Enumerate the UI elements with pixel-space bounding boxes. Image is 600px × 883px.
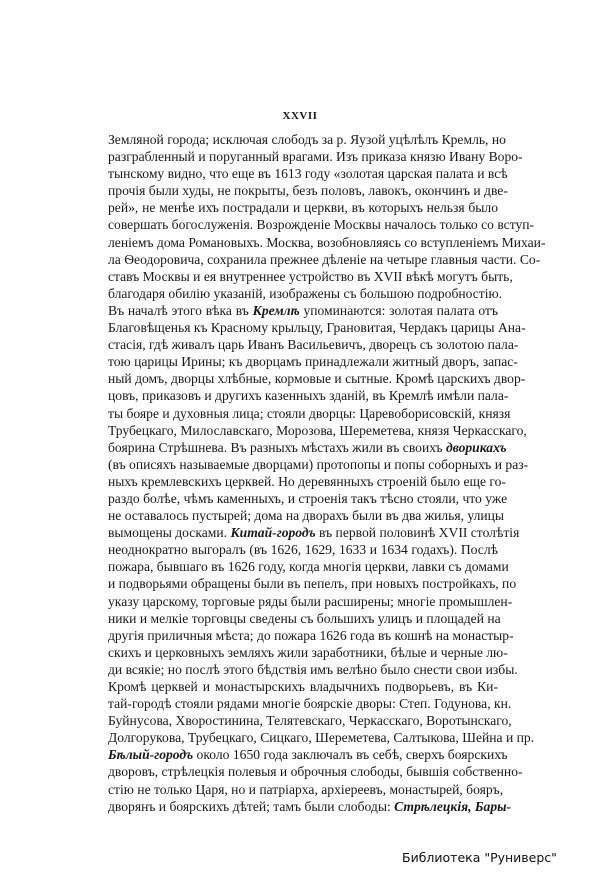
text-line [108, 387, 509, 404]
text-line [108, 678, 498, 695]
text-segment: скихъ и церковныхъ земляхъ жили заработники, бѣлые и черные лю- [108, 644, 508, 660]
text-line [108, 558, 509, 575]
text-segment: Земляной города; исключая слободъ за р. Яузой уцѣлѣлъ Кремль, но [108, 132, 506, 147]
text-line [108, 456, 529, 473]
text-line [108, 695, 512, 712]
text-segment: совершать богослуженія. Возрожденіе Москвы началось только со вступ- [108, 217, 535, 233]
text-segment: леніемъ дома Романовыхъ. Москва, возобновляясь со вступленіемъ Михаи- [108, 234, 546, 250]
text-line [108, 712, 512, 729]
text-segment: около 1650 года заключалъ въ себѣ, сверхъ боярскихъ [193, 747, 508, 763]
text-line [108, 763, 523, 780]
text-segment: ди всякіе; но послѣ этого бѣдствія имъ велѣно было снести свои избы. [108, 661, 518, 677]
text-line [108, 165, 508, 182]
text-segment: Трубецкаго, Милославскаго, Морозова, Шереметева, князя Черкасскаго, [108, 422, 527, 438]
text-line [108, 336, 519, 353]
text-line [108, 319, 526, 336]
text-segment: тай-городѣ стояли рядами многіе боярскіе дворы: Степ. Годунова, кн. [108, 696, 512, 712]
text-line [108, 541, 498, 558]
text-segment: Въ началѣ этого вѣка въ [108, 302, 253, 318]
text-segment: ты бояре и духовныя лица; стояли дворцы: Царевоборисовскій, князя [108, 405, 511, 421]
text-line [108, 593, 513, 610]
text-segment: тою царицы Ирины; къ дворцамъ принадлежали житный дворъ, запас- [108, 354, 518, 370]
text-segment: дворовъ, стрѣлецкія полевыя и оброчныя слободы, бывшія собственно- [108, 764, 523, 780]
text-segment: ла Ѳеодоровича, сохранила прежнее дѣленіе на четыре главныя части. Со- [108, 251, 541, 267]
text-line [108, 251, 541, 268]
text-line [108, 473, 506, 490]
text-segment: Кромѣ церквей и монастырскихъ владычнихъ подворьевъ, въ Ки- [108, 679, 498, 694]
italic-term: дворикахъ [445, 439, 507, 455]
text-line [108, 285, 503, 302]
text-line [108, 302, 498, 319]
text-line [108, 405, 511, 422]
text-line [108, 781, 504, 798]
text-line [108, 798, 512, 815]
text-segment: раздо болѣе, чѣмъ каменныхъ, и строенія такъ тѣсно стояли, что уже [108, 490, 508, 506]
text-segment: упоминаются: золотая палата отъ [299, 302, 499, 318]
text-segment: ставъ Москвы и ея внутреннее устройство въ XVII вѣкѣ могутъ быть, [108, 268, 513, 284]
text-line [108, 268, 513, 285]
text-segment: указу царскому, торговые ряды были расширены; многіе промышлен- [108, 593, 513, 609]
text-segment: рей», не менѣе ихъ пострадали и церкви, въ которыхъ нельзя было [108, 200, 498, 216]
page-number: XXVII [282, 110, 318, 122]
text-line [108, 370, 526, 387]
library-watermark: Библиотека "Руниверс" [402, 850, 557, 865]
text-segment: въ первой половинѣ XVII столѣтія [315, 525, 520, 541]
text-line [108, 729, 535, 746]
text-segment: Благовѣщенья къ Красному крыльцу, Грановитая, Чердакъ царицы Ана- [108, 320, 526, 336]
text-line [108, 490, 508, 507]
text-segment: ный домъ, дворцы хлѣбные, кормовые и сытные. Кромѣ царскихъ двор- [108, 371, 526, 387]
text-segment: неоднократно выгоралъ (въ 1626, 1629, 1633 и 1634 годахъ). Послѣ [108, 542, 498, 558]
text-line [108, 644, 508, 661]
text-segment: не оставалось пустырей; дома на дворахъ были въ два жилья, улицы [108, 508, 505, 524]
italic-term: Кремлѣ [252, 302, 300, 318]
text-line [108, 439, 507, 456]
text-line [108, 131, 506, 148]
text-segment: дворянъ и боярскихъ дѣтей; тамъ были слободы: [108, 798, 395, 814]
text-line [108, 610, 501, 627]
text-line [108, 524, 520, 541]
text-segment: Долгорукова, Трубецкаго, Сицкаго, Шереметева, Салтыкова, Шейна и пр. [108, 730, 535, 746]
text-segment: разграбленный и поруганный врагами. Изъ приказа князю Ивану Воро- [108, 149, 523, 165]
text-segment: тынскому видно, что еще въ 1613 году «золотая царская палата и всѣ [108, 166, 508, 182]
text-segment: стію не только Царя, но и патріарха, архіереевъ, монастырей, бояръ, [108, 781, 504, 797]
text-segment: ныхъ кремлевскихъ церквей. Но деревянныхъ строеній было еще го- [108, 473, 506, 489]
italic-term: Стрѣлецкія, Бары- [394, 798, 512, 814]
text-segment: ники и мелкіе торговцы сведены съ большихъ улицъ и площадей на [108, 610, 501, 626]
text-segment: стасія, гдѣ живалъ царь Иванъ Васильевичъ, дворецъ съ золотою пала- [108, 337, 519, 353]
text-segment: вымощены досками. [108, 525, 231, 541]
text-segment: пожара, бывшаго въ 1626 году, когда многія церкви, лавки съ домами [108, 559, 509, 575]
text-segment: и подворьями обращены были въ пепелъ, при новыхъ постройкахъ, по [108, 576, 517, 592]
text-line [108, 746, 508, 763]
page-body-text [108, 131, 546, 815]
text-line [108, 199, 498, 216]
text-segment: цовъ, приказовъ и другихъ казенныхъ зданій, въ Кремлѣ имѣли пала- [108, 388, 509, 404]
text-line [108, 661, 518, 678]
text-segment: (въ описяхъ называемые дворцами) протопопы и попы соборныхъ и раз- [108, 456, 529, 472]
text-line [108, 353, 518, 370]
text-line [108, 216, 535, 233]
text-line [108, 182, 508, 199]
text-line [108, 148, 523, 165]
italic-term: Китай-городъ [230, 525, 316, 541]
text-line [108, 507, 505, 524]
text-segment: благодаря обилію указаній, изображены съ большою подробностію. [108, 285, 503, 301]
text-line [108, 627, 514, 644]
text-segment: боярина Стрѣшнева. Въ разныхъ мѣстахъ жили въ своихъ [108, 439, 446, 455]
text-segment: Буйнусова, Хворостинина, Телятевскаго, Черкасскаго, Воротынскаго, [108, 713, 512, 729]
text-line [108, 575, 517, 592]
text-line [108, 422, 527, 439]
italic-term: Бѣлый-городъ [108, 747, 194, 763]
text-segment: прочія были худы, не покрыты, безъ половъ, лавокъ, окончинъ и две- [108, 183, 508, 199]
text-line [108, 234, 546, 251]
text-segment: другія приличныя мѣста; до пожара 1626 года въ кошнѣ на монастыр- [108, 627, 514, 643]
